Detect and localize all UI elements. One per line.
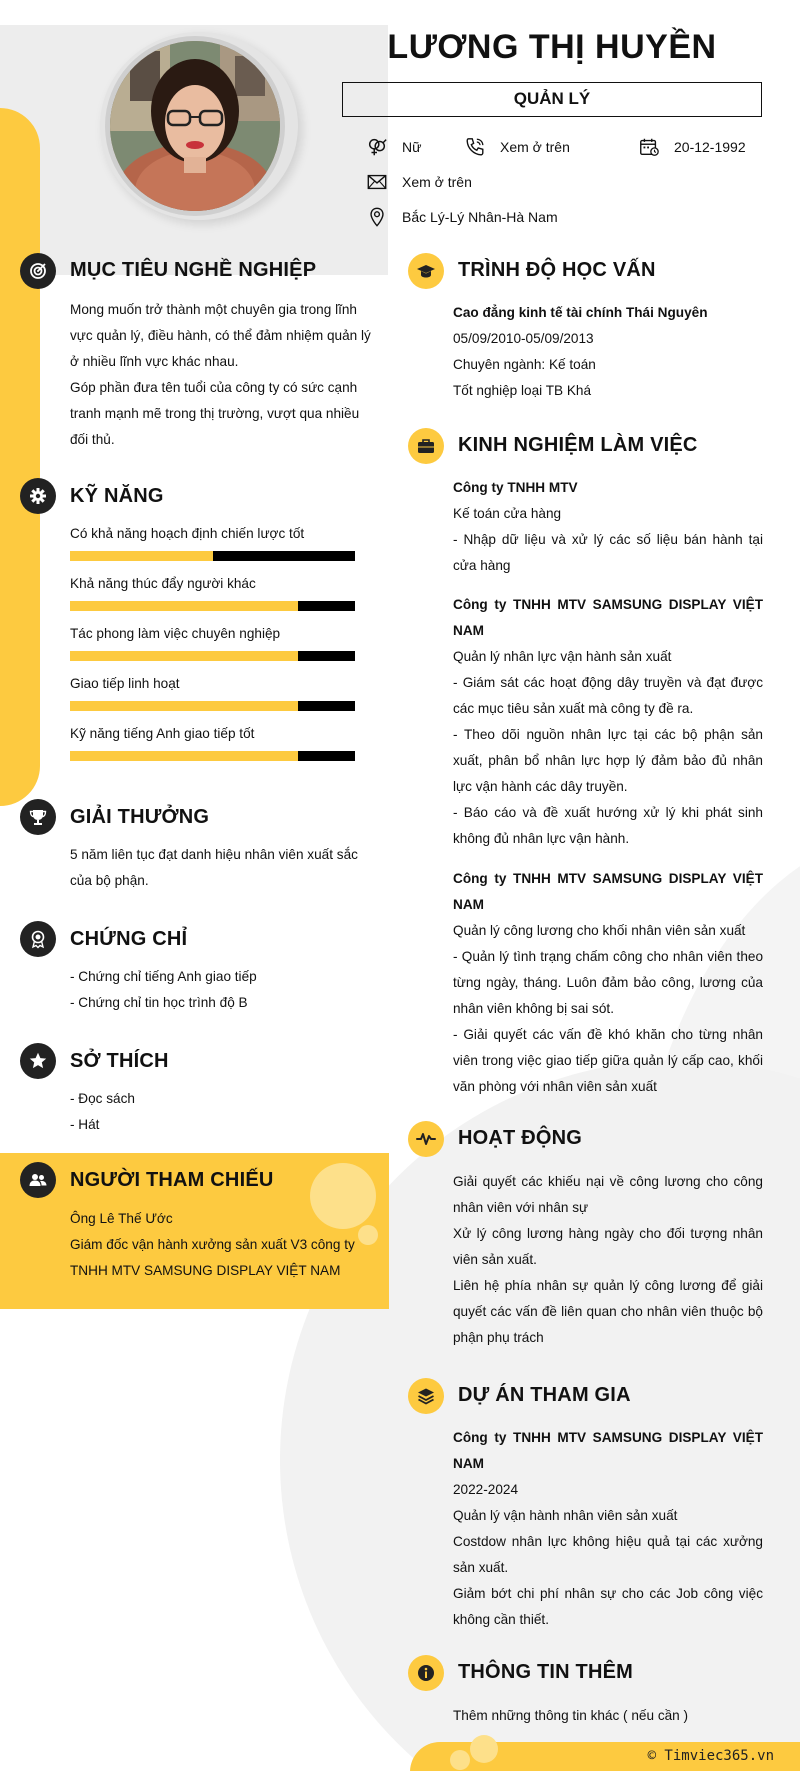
contact-address <box>366 206 558 228</box>
email-icon <box>366 171 388 193</box>
contact-email <box>366 171 472 193</box>
certificate-medal-icon <box>20 921 56 957</box>
activities-title: HOẠT ĐỘNG <box>458 1127 583 1149</box>
career-goal-line: vực quản lý, điều hành, có thể đảm nhiệm quản lý <box>70 328 371 343</box>
job-position: Quản lý nhân lực vận hành sản xuất <box>453 649 672 664</box>
awards-line: 5 năm liên tục đạt danh hiệu nhân viên xuất sắc <box>70 847 358 862</box>
projects-title: DỰ ÁN THAM GIA <box>458 1384 631 1406</box>
education-grade: Tốt nghiệp loại TB Khá <box>453 383 592 398</box>
hobby-line: - Đọc sách <box>70 1091 135 1106</box>
career-goal-text <box>70 297 380 453</box>
hobby-line: - Hát <box>70 1117 100 1132</box>
projects-text <box>453 1425 763 1633</box>
career-goal-line: Mong muốn trở thành một chuyên gia trong lĩnh <box>70 302 357 317</box>
contact-birthday <box>638 136 746 158</box>
skill-bar <box>70 751 355 761</box>
email-value: Xem ở trên <box>402 174 472 190</box>
phone-icon <box>464 136 486 158</box>
job-company: Công ty TNHH MTV SAMSUNG DISPLAY VIỆT NAM <box>453 597 763 638</box>
skill-label: Giao tiếp linh hoạt <box>70 676 180 691</box>
skill-bar-fill <box>70 601 298 611</box>
job-desc: - Theo dõi nguồn nhân lực tại các bộ phận sản xuất, phân bổ nhân lực hợp lý đảm bảo đủ nhân lực vận hành các dây truyền. <box>453 727 763 794</box>
extra-text: Thêm những thông tin khác ( nếu cần ) <box>453 1708 689 1723</box>
experience-title: KINH NGHIỆM LÀM VIỆC <box>458 434 698 456</box>
job-position: Quản lý công lương cho khối nhân viên sản xuất <box>453 923 746 938</box>
experience-job-3 <box>453 866 763 1100</box>
certificates-title: CHỨNG CHỈ <box>70 928 188 950</box>
career-goal-title: MỤC TIÊU NGHỀ NGHIỆP <box>70 259 317 281</box>
education-title: TRÌNH ĐỘ HỌC VẤN <box>458 259 656 281</box>
layers-icon <box>408 1378 444 1414</box>
calendar-icon <box>638 136 660 158</box>
career-goal-line: ở nhiều lĩnh vực khác nhau. <box>70 354 239 369</box>
gender-icon <box>366 136 388 158</box>
decor-circle <box>470 1735 498 1763</box>
career-goal-line: tranh mạnh mẽ trong thị trường, vượt qua nhiều <box>70 406 360 421</box>
job-desc: - Quản lý tình trạng chấm công cho nhân viên theo từng ngày, tháng. Luôn đảm bảo công, lương của nhân viên không bị sai sót. <box>453 949 763 1016</box>
career-goal-line: đối thủ. <box>70 432 115 447</box>
project-company: Công ty TNHH MTV SAMSUNG DISPLAY VIỆT NAM <box>453 1430 763 1471</box>
project-line: Giảm bớt chi phí nhân sự cho các Job công việc không cần thiết. <box>453 1586 763 1627</box>
address-value: Bắc Lý-Lý Nhân-Hà Nam <box>402 209 558 225</box>
skill-bar <box>70 601 355 611</box>
project-line: Costdow nhân lực không hiệu quả tại các xưởng sản xuất. <box>453 1534 763 1575</box>
job-desc: - Giải quyết các vấn đề khó khăn cho từng nhân viên trong việc giao tiếp giữa quản lý cấp cao, khối văn phòng với nhân viên sản xuất <box>453 1027 763 1094</box>
briefcase-icon <box>408 428 444 464</box>
skill-bar-fill <box>70 551 213 561</box>
extra-title: THÔNG TIN THÊM <box>458 1661 634 1683</box>
job-company: Công ty TNHH MTV <box>453 480 578 495</box>
education-major: Chuyên ngành: Kế toán <box>453 357 596 372</box>
reference-line: TNHH MTV SAMSUNG DISPLAY VIỆT NAM <box>70 1263 341 1278</box>
activity-line: Giải quyết các khiếu nại về công lương cho công nhân viên với nhân sự <box>453 1174 763 1215</box>
awards-text <box>70 842 380 894</box>
activity-line: Xử lý công lương hàng ngày cho đối tượng nhân viên sản xuất. <box>453 1226 763 1267</box>
candidate-role: QUẢN LÝ <box>342 82 762 117</box>
location-pin-icon <box>366 206 388 228</box>
reference-line: Giám đốc vận hành xưởng sản xuất V3 công ty <box>70 1237 355 1252</box>
pulse-icon <box>408 1121 444 1157</box>
education-school: Cao đẳng kinh tế tài chính Thái Nguyên <box>453 305 708 320</box>
skill-label: Kỹ năng tiếng Anh giao tiếp tốt <box>70 726 255 741</box>
awards-title: GIẢI THƯỞNG <box>70 806 210 828</box>
skill-bar <box>70 551 355 561</box>
reference-text <box>70 1206 380 1284</box>
candidate-name: LƯƠNG THỊ HUYỀN <box>387 28 717 66</box>
project-line: Quản lý vận hành nhân viên sản xuất <box>453 1508 678 1523</box>
skill-label: Có khả năng hoạch định chiến lược tốt <box>70 526 305 541</box>
education-text <box>453 300 763 404</box>
birthday-value: 20-12-1992 <box>674 139 746 155</box>
activities-text <box>453 1169 763 1351</box>
job-position: Kế toán cửa hàng <box>453 506 562 521</box>
avatar <box>105 36 285 216</box>
decor-circle <box>450 1750 470 1770</box>
job-desc: - Nhập dữ liệu và xử lý các số liệu bán hành tại cửa hàng <box>453 532 763 573</box>
skill-label: Tác phong làm việc chuyên nghiệp <box>70 626 281 641</box>
gender-value: Nữ <box>402 139 422 155</box>
skills-title: KỸ NĂNG <box>70 485 164 507</box>
reference-title: NGƯỜI THAM CHIẾU <box>70 1169 274 1191</box>
star-icon <box>20 1043 56 1079</box>
skill-label: Khả năng thúc đẩy người khác <box>70 576 256 591</box>
job-desc: - Giám sát các hoạt động dây truyền và đạt được các mục tiêu sản xuất mà công ty đề ra. <box>453 675 763 716</box>
skill-bar <box>70 651 355 661</box>
skill-bar-fill <box>70 651 298 661</box>
gear-icon <box>20 478 56 514</box>
info-icon <box>408 1655 444 1691</box>
job-company: Công ty TNHH MTV SAMSUNG DISPLAY VIỆT NAM <box>453 871 763 912</box>
education-period: 05/09/2010-05/09/2013 <box>453 331 594 346</box>
bg-yellow-strip <box>0 108 40 806</box>
people-icon <box>20 1162 56 1198</box>
skill-bar-fill <box>70 751 298 761</box>
skill-bar-fill <box>70 701 298 711</box>
contact-gender <box>366 136 421 158</box>
skill-bar <box>70 701 355 711</box>
trophy-icon <box>20 799 56 835</box>
job-desc: - Báo cáo và đề xuất hướng xử lý khi phát sinh không đủ nhân lực vận hành. <box>453 805 763 846</box>
activity-line: Liên hệ phía nhân sự quản lý công lương để giải quyết các vấn đề liên quan cho nhân viên thuộc bộ phận phụ trách <box>453 1278 763 1345</box>
hobbies-text <box>70 1086 380 1138</box>
target-icon <box>20 253 56 289</box>
certificates-text <box>70 964 380 1016</box>
reference-line: Ông Lê Thế Ước <box>70 1211 173 1226</box>
contact-phone <box>464 136 570 158</box>
career-goal-line: Góp phần đưa tên tuổi của công ty có sức cạnh <box>70 380 358 395</box>
footer-copyright: © Timviec365.vn <box>647 1748 774 1764</box>
hobbies-title: SỞ THÍCH <box>70 1050 169 1072</box>
certificate-line: - Chứng chỉ tiếng Anh giao tiếp <box>70 969 257 984</box>
experience-job-1 <box>453 475 763 579</box>
certificate-line: - Chứng chỉ tin học trình độ B <box>70 995 248 1010</box>
experience-job-2 <box>453 592 763 852</box>
graduation-cap-icon <box>408 253 444 289</box>
awards-line: của bộ phận. <box>70 873 149 888</box>
phone-value: Xem ở trên <box>500 139 570 155</box>
avatar-portrait-icon <box>110 41 280 211</box>
project-period: 2022-2024 <box>453 1482 519 1497</box>
